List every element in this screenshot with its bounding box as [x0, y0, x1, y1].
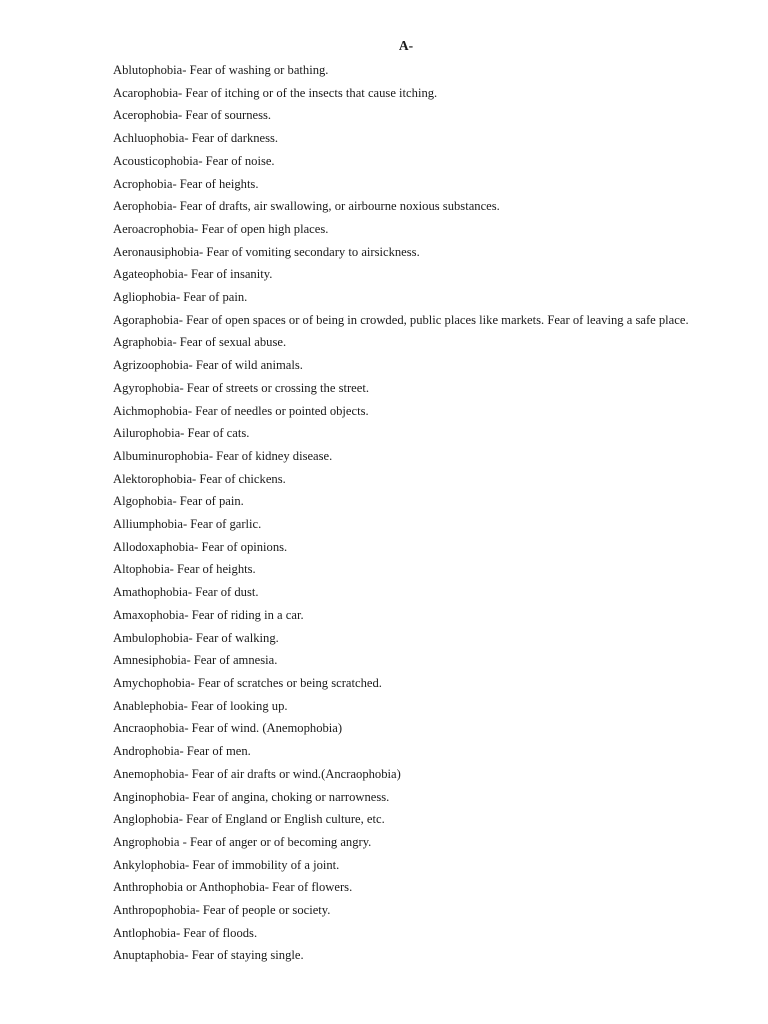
list-item: Allodoxaphobia- Fear of opinions.	[113, 539, 288, 554]
list-item: Agateophobia- Fear of insanity.	[113, 267, 273, 282]
phobia-list	[113, 59, 693, 967]
list-item: Aeronausiphobia- Fear of vomiting secondary to airsickness.	[113, 244, 420, 259]
list-item: Anablephobia- Fear of looking up.	[113, 698, 288, 713]
list-item: Anthrophobia or Anthophobia- Fear of flowers.	[113, 880, 353, 895]
list-item: Albuminurophobia- Fear of kidney disease.	[113, 448, 333, 463]
list-item: Ancraophobia- Fear of wind. (Anemophobia)	[113, 721, 343, 736]
list-item: Agliophobia- Fear of pain.	[113, 290, 248, 305]
list-item: Ablutophobia- Fear of washing or bathing.	[113, 63, 329, 77]
list-item: Ailurophobia- Fear of cats.	[113, 426, 250, 441]
list-item: Agoraphobia- Fear of open spaces or of being in crowded, public places like markets. Fear of leaving a safe place.	[113, 312, 689, 327]
list-item: Amnesiphobia- Fear of amnesia.	[113, 653, 278, 668]
list-item: Agraphobia- Fear of sexual abuse.	[113, 335, 287, 350]
list-item: Ambulophobia- Fear of walking.	[113, 630, 279, 645]
list-item: Amaxophobia- Fear of riding in a car.	[113, 607, 304, 622]
list-item: Agyrophobia- Fear of streets or crossing the street.	[113, 380, 370, 395]
list-item: Aichmophobia- Fear of needles or pointed objects.	[113, 403, 369, 418]
list-item: Androphobia- Fear of men.	[113, 744, 251, 759]
list-item: Amathophobia- Fear of dust.	[113, 585, 259, 600]
list-item: Anemophobia- Fear of air drafts or wind.(Ancraophobia)	[113, 766, 401, 781]
list-item: Anthropophobia- Fear of people or society.	[113, 903, 331, 918]
list-item: Aerophobia- Fear of drafts, air swallowing, or airbourne noxious substances.	[113, 199, 500, 214]
list-item: Antlophobia- Fear of floods.	[113, 925, 258, 940]
list-item: Ankylophobia- Fear of immobility of a joint.	[113, 857, 340, 872]
list-item: Acerophobia- Fear of sourness.	[113, 108, 272, 123]
list-item: Alliumphobia- Fear of garlic.	[113, 517, 262, 532]
list-item: Aeroacrophobia- Fear of open high places.	[113, 221, 329, 236]
list-item: Acarophobia- Fear of itching or of the insects that cause itching.	[113, 85, 438, 100]
list-item: Alektorophobia- Fear of chickens.	[113, 471, 286, 486]
list-item: Agrizoophobia- Fear of wild animals.	[113, 358, 303, 373]
list-item: Altophobia- Fear of heights.	[113, 562, 256, 577]
list-item: Amychophobia- Fear of scratches or being scratched.	[113, 675, 382, 690]
list-item: Angrophobia - Fear of anger or of becoming angry.	[113, 834, 372, 849]
list-item: Acrophobia- Fear of heights.	[113, 176, 259, 191]
list-item: Anginophobia- Fear of angina, choking or narrowness.	[113, 789, 390, 804]
list-item: Anglophobia- Fear of England or English culture, etc.	[113, 812, 385, 827]
list-item: Algophobia- Fear of pain.	[113, 494, 244, 509]
section-heading: A-	[398, 38, 414, 53]
list-item: Achluophobia- Fear of darkness.	[113, 131, 279, 146]
list-item: Acousticophobia- Fear of noise.	[113, 153, 275, 168]
list-item: Anuptaphobia- Fear of staying single.	[113, 948, 304, 963]
